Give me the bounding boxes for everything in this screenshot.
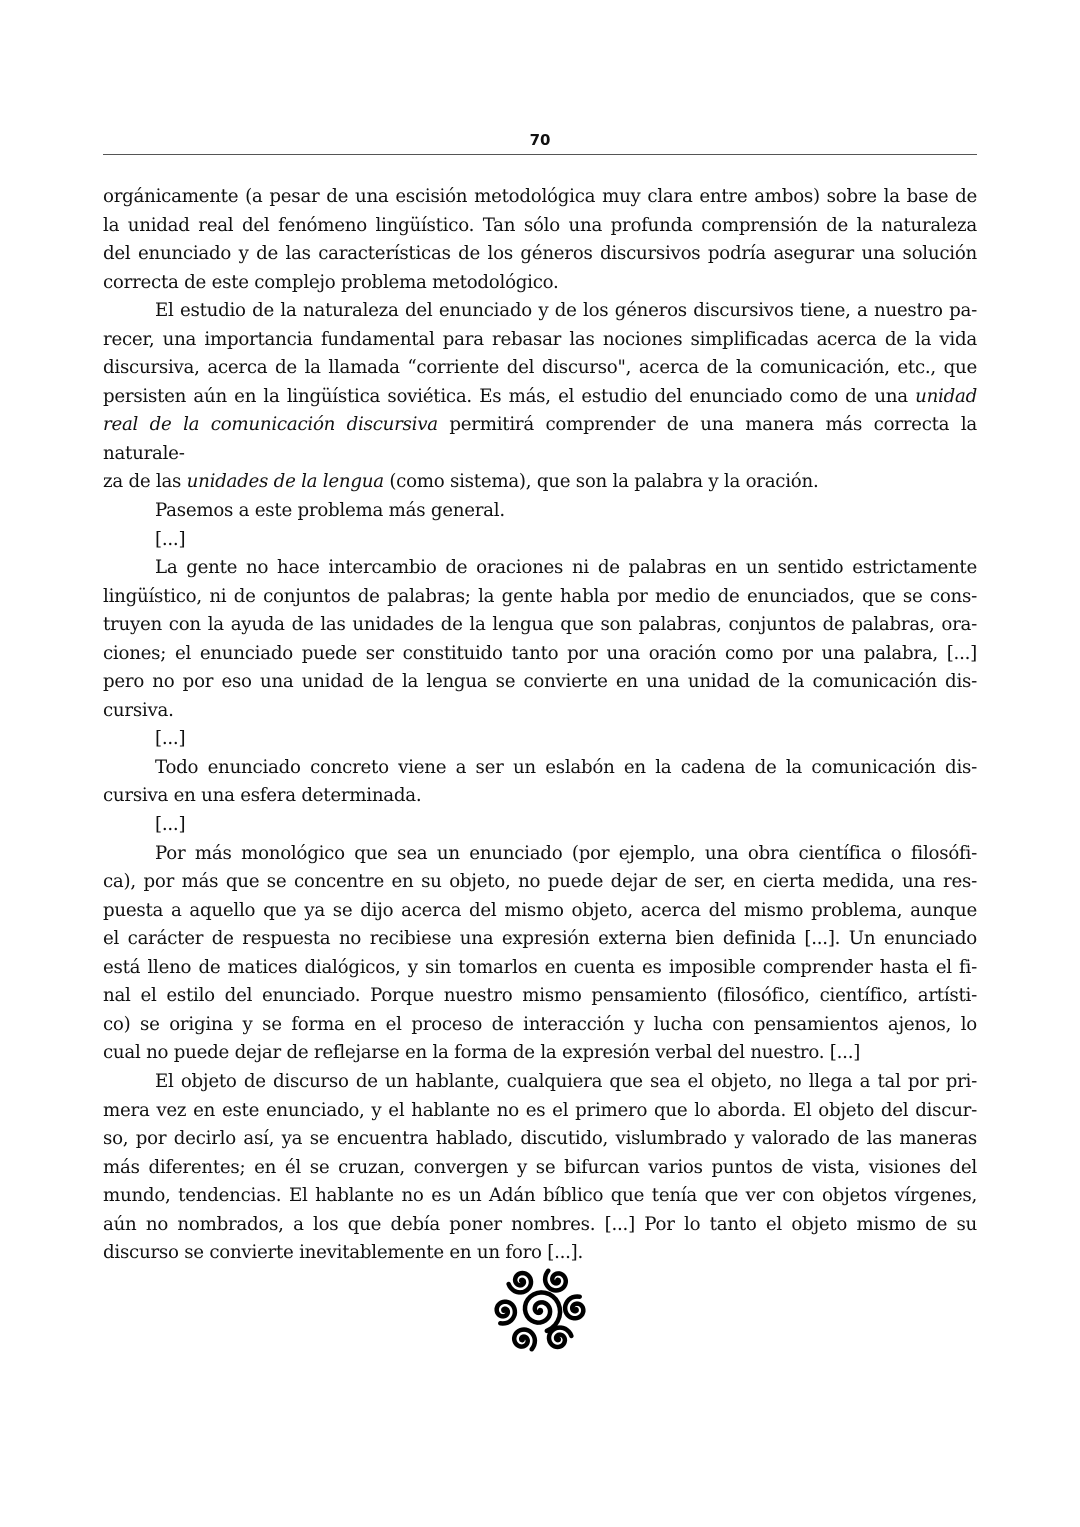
header-rule — [103, 154, 977, 155]
paragraph — [103, 1068, 977, 1268]
text-line: del enunciado y de las características de los géneros discursivos podría asegurar una solución — [103, 243, 977, 265]
text-line: [...] — [155, 728, 186, 750]
spiral-shape — [497, 1302, 515, 1324]
paragraph — [103, 297, 977, 497]
spiral-shape — [509, 1273, 531, 1292]
text-line: puesta a aquello que ya se dijo acerca del mismo objeto, acerca del mismo problema, aunque — [103, 899, 977, 921]
spiral-shape — [565, 1297, 583, 1319]
paragraph — [103, 754, 977, 811]
text-line: real de la comunicación discursiva permitirá comprender de una manera más correcta la naturale- — [103, 414, 977, 464]
paragraph — [103, 183, 977, 297]
text-line: truyen con la ayuda de las unidades de la lengua que son palabras, conjuntos de palabras, ora- — [103, 614, 977, 636]
paragraph — [103, 811, 977, 840]
text-line: la unidad real del fenómeno lingüístico. Tan sólo una profunda comprensión de la naturaleza — [103, 214, 977, 236]
text-line: aún no nombrados, a los que debía poner nombres. [...] Por lo tanto el objeto mismo de su — [103, 1213, 977, 1235]
text-line: persisten aún en la lingüística soviética. Es más, el estudio del enunciado como de una unidad — [103, 385, 977, 407]
text-line: discurso se convierte inevitablemente en un foro [...]. — [103, 1242, 584, 1264]
text-line: mundo, tendencias. El hablante no es un Adán bíblico que tenía que ver con objetos vírgenes, — [103, 1185, 977, 1207]
paragraph — [103, 840, 977, 1068]
text-line: el carácter de respuesta no recibiese una expresión externa bien definida [...]. Un enunciado — [103, 928, 977, 950]
text-line: ciones; el enunciado puede ser constituido tanto por una oración como por una palabra, [...] — [103, 642, 977, 664]
text-line: recer, una importancia fundamental para rebasar las nociones simplificadas acerca de la vida — [103, 328, 977, 350]
text-line: correcta de este complejo problema metodológico. — [103, 271, 559, 293]
text-line: [...] — [155, 528, 186, 550]
text-line: pero no por eso una unidad de la lengua se convierte en una unidad de la comunicación dis- — [103, 671, 977, 693]
text-line: Todo enunciado concreto viene a ser un eslabón en la cadena de la comunicación dis- — [155, 756, 977, 778]
spiral-ornament-icon — [489, 1262, 591, 1358]
text-line: cursiva en una esfera determinada. — [103, 785, 422, 807]
text-line: Por más monológico que sea un enunciado (por ejemplo, una obra científica o filosófi- — [155, 842, 977, 864]
spiral-shape — [549, 1328, 571, 1347]
text-line: está lleno de matices dialógicos, y sin tomarlos en cuenta es imposible comprender hasta el fi- — [103, 956, 977, 978]
body-text — [103, 183, 977, 1268]
spiral-shape — [514, 1330, 535, 1350]
text-line: cual no puede dejar de reflejarse en la forma de la expresión verbal del nuestro. [...] — [103, 1042, 861, 1064]
text-line: orgánicamente (a pesar de una escisión metodológica muy clara entre ambos) sobre la base de — [103, 186, 977, 207]
text-line: más diferentes; en él se cruzan, convergen y se bifurcan varios puntos de vista, visiones del — [103, 1156, 977, 1178]
text-line: nal el estilo del enunciado. Porque nuestro mismo pensamiento (filosófico, científico, artísti- — [103, 985, 977, 1007]
text-line: La gente no hace intercambio de oraciones ni de palabras en un sentido estrictamente — [155, 557, 977, 579]
paragraph — [103, 497, 977, 526]
paragraph — [103, 526, 977, 555]
text-line: ca), por más que se concentre en su objeto, no puede dejar de ser, en cierta medida, una res- — [103, 871, 977, 893]
text-line: cursiva. — [103, 699, 174, 721]
text-line: El objeto de discurso de un hablante, cualquiera que sea el objeto, no llega a tal por pri- — [155, 1070, 977, 1092]
text-line: Pasemos a este problema más general. — [155, 500, 505, 522]
text-line: El estudio de la naturaleza del enunciado y de los géneros discursivos tiene, a nuestro pa- — [155, 300, 977, 322]
page-number: 70 — [529, 131, 551, 149]
spiral-shape — [545, 1271, 566, 1291]
text-line: discursiva, acerca de la llamada “corriente del discurso", acerca de la comunicación, etc., que — [103, 357, 977, 379]
spiral-shape — [525, 1292, 560, 1331]
text-line: so, por decirlo así, ya se encuentra hablado, discutido, vislumbrado y valorado de las maneras — [103, 1128, 977, 1150]
text-line: za de las unidades de la lengua (como sistema), que son la palabra y la oración. — [103, 471, 819, 493]
paragraph — [103, 725, 977, 754]
text-line: [...] — [155, 814, 186, 836]
paragraph — [103, 554, 977, 725]
text-line: lingüístico, ni de conjuntos de palabras; la gente habla por medio de enunciados, que se cons- — [103, 585, 977, 607]
text-line: co) se origina y se forma en el proceso de interacción y lucha con pensamientos ajenos, lo — [103, 1013, 977, 1035]
text-line: mera vez en este enunciado, y el hablante no es el primero que lo aborda. El objeto del discur- — [103, 1099, 977, 1121]
